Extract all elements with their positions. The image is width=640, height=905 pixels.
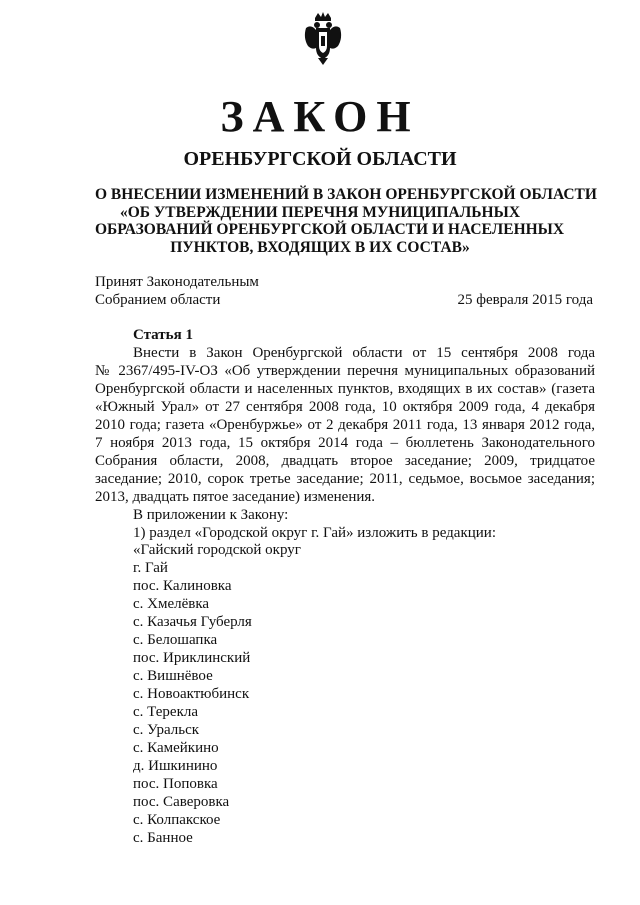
list-item: пос. Ириклинский [133,650,251,666]
paragraph-line: Внести в Закон Оренбургской области от 15 сентября 2008 года [133,345,595,361]
list-item: д. Ишкинино [133,758,218,774]
article-title: Статья 1 [133,327,193,343]
list-item: «Гайский городской округ [133,542,301,558]
document-title: ЗАКОН [220,92,420,141]
adopted-by-line: Принят Законодательным [95,274,259,290]
coat-of-arms-icon [300,10,346,66]
list-item: с. Уральск [133,722,200,738]
adoption-block [95,273,593,309]
heading-line: ОБРАЗОВАНИЙ ОРЕНБУРГСКОЙ ОБЛАСТИ И НАСЕЛЕННЫХ [95,221,565,238]
paragraph-line: Оренбургской области и населенных пунктов, входящих в их состав» (газета [95,381,595,397]
law-heading [95,186,597,256]
list-item: с. Вишнёвое [133,668,213,684]
places-list [133,541,301,847]
paragraph-line: 7 ноября 2013 года, 15 октября 2014 года – бюллетень Законодательного [95,435,595,451]
list-item: г. Гай [133,560,168,576]
list-item: с. Новоактюбинск [133,686,250,702]
list-item: с. Колпакское [133,812,221,828]
appendix-line: В приложении к Закону: [133,507,289,523]
list-item: с. Терекла [133,704,198,720]
list-item: пос. Поповка [133,776,218,792]
paragraph-line: «Южный Урал» от 27 сентября 2008 года, 10 октября 2009 года, 4 декабря [95,399,595,415]
list-item: с. Белошапка [133,632,218,648]
list-item: с. Камейкино [133,740,219,756]
article-body [95,344,595,542]
list-item: с. Банное [133,830,193,846]
list-item: с. Казачья Губерля [133,614,252,630]
heading-line: «ОБ УТВЕРЖДЕНИИ ПЕРЕЧНЯ МУНИЦИПАЛЬНЫХ [119,203,521,221]
document-subtitle: ОРЕНБУРГСКОЙ ОБЛАСТИ [183,148,457,170]
paragraph-line: № 2367/495-IV-ОЗ «Об утверждении перечня муниципальных образований [95,363,595,379]
list-item: пос. Саверовка [133,794,230,810]
heading-line: ПУНКТОВ, ВХОДЯЩИХ В ИХ СОСТАВ» [170,238,470,256]
list-item: с. Хмелёвка [133,596,210,612]
item-line: 1) раздел «Городской округ г. Гай» изложить в редакции: [133,525,497,541]
paragraph-line: 2010 года; газета «Оренбуржье» от 2 декабря 2011 года, 13 января 2012 года, [95,417,595,433]
adoption-date: 25 февраля 2015 года [457,292,593,308]
paragraph-line: заседание; 2010, сорок третье заседание; 2011, седьмое, восьмое заседания; [95,471,595,487]
list-item: пос. Калиновка [133,578,232,594]
adopted-by-line: Собранием области [95,292,221,308]
heading-line: О ВНЕСЕНИИ ИЗМЕНЕНИЙ В ЗАКОН ОРЕНБУРГСКОЙ ОБЛАСТИ [95,186,597,203]
paragraph-line: 2013, двадцать пятое заседание) изменения. [95,489,376,505]
paragraph-line: Собрания области, 2008, двадцать второе заседание; 2009, тридцатое [95,453,595,469]
